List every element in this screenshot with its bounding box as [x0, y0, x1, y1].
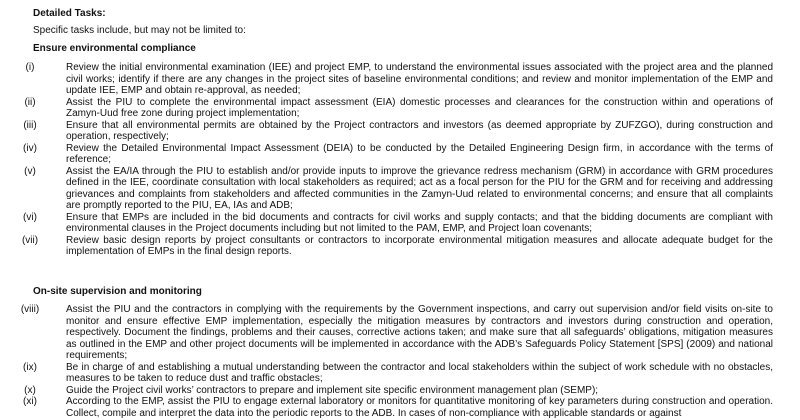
task-text: Assist the PIU to complete the environmental impact assessment (EIA) domestic processes and clearances for the construction within and operations of Zamyn-Uud free zone during project implementation;: [66, 96, 773, 119]
task-item: [0, 396, 800, 419]
task-item: [0, 304, 800, 362]
supervision-task-list: [0, 304, 800, 419]
task-number: (ii): [24, 96, 36, 108]
task-number: (ix): [23, 361, 37, 373]
task-item: [0, 62, 800, 97]
task-text: Guide the Project civil works’ contractors to prepare and implement site specific environment management plan (SEMP);: [66, 384, 599, 396]
task-text: Review basic design reports by project consultants or contractors to incorporate environmental mitigation measures and allocate adequate budget for the implementation of EMPs in the final design reports.: [66, 234, 773, 257]
task-number: (i): [25, 62, 35, 73]
page-heading: Detailed Tasks:: [33, 8, 106, 19]
task-number: (iv): [23, 142, 37, 154]
section-title-supervision: On-site supervision and monitoring: [33, 286, 202, 297]
task-number: (vi): [23, 211, 37, 223]
task-text: Ensure that all environmental permits are obtained by the Project contractors and investors (as deemed appropriate by ZUFZGO), during construction and operation, respectively;: [66, 119, 773, 142]
task-number: (x): [24, 384, 36, 396]
task-item: [0, 120, 800, 143]
task-number: (viii): [20, 304, 40, 315]
task-item: [0, 212, 800, 235]
task-text: Review the Detailed Environmental Impact Assessment (DEIA) to be conducted by the Detailed Engineering Design firm, in accordance with the terms of reference;: [66, 142, 773, 165]
task-number: (vii): [21, 234, 39, 246]
task-text: Review the initial environmental examination (IEE) and project EMP, to understand the environmental issues associated with the project area and the planned civil works; identify if there are any changes in the project sites of baseline environmental conditions; and review and monitor implementation of the EMP and update IEE, EMP and obtain re-approval, as needed;: [66, 62, 773, 96]
task-number: (v): [24, 165, 36, 177]
task-item: [0, 235, 800, 258]
task-item: [0, 385, 800, 397]
task-number: (xi): [23, 396, 37, 407]
section-title-compliance: Ensure environmental compliance: [33, 43, 196, 54]
task-item: [0, 143, 800, 166]
task-item: [0, 362, 800, 385]
task-item: [0, 97, 800, 120]
task-text: Be in charge of and establishing a mutual understanding between the contractor and local stakeholders within the subject of work schedule with no obstacles, measures to be taken to reduce dust and traffic obstacles;: [66, 361, 773, 384]
intro-text: Specific tasks include, but may not be limited to:: [33, 25, 246, 36]
task-item: [0, 166, 800, 212]
task-number: (iii): [23, 119, 37, 131]
task-text: Assist the PIU and the contractors in complying with the requirements by the Government inspections, and carry out supervision and/or field visits on-site to monitor and ensure effective EMP implementation, especially the mitigation measures by contractors and investors during construction and operation, respectively. Document the findings, problems and their causes, corrective actions taken; and make sure that all safeguards’ obligations, mitigation measures as outlined in the EMP and other project documents will be implemented in accordance with the ADB’s Safeguards Policy Statement [SPS] (2009) and national requirements;: [66, 304, 773, 361]
compliance-task-list: [0, 62, 800, 258]
task-text: Assist the EA/IA through the PIU to establish and/or provide inputs to improve the grievance redress mechanism (GRM) in accordance with GRM procedures defined in the IEE, coordinate consultation with local stakeholders as required; act as a focal person for the PIU for the GRM and for receiving and addressing grievances and complaints from stakeholders and affected communities in the Zamyn-Uud related to environmental concerns; and ensure that all complaints are promptly reported to the PIU, EA, IAs and ADB;: [66, 165, 773, 211]
task-text: Ensure that EMPs are included in the bid documents and contracts for civil works and supply contacts; and that the bidding documents are compliant with environmental clauses in the Project documents including but not limited to the PAM, EMP, and Project loan covenants;: [66, 211, 773, 234]
task-text: According to the EMP, assist the PIU to engage external laboratory or monitors for quantitative monitoring of key parameters during construction and operation. Collect, compile and interpret the data into the periodic reports to the ADB. In cases of non-compliance with applicable standards or against: [66, 396, 773, 419]
